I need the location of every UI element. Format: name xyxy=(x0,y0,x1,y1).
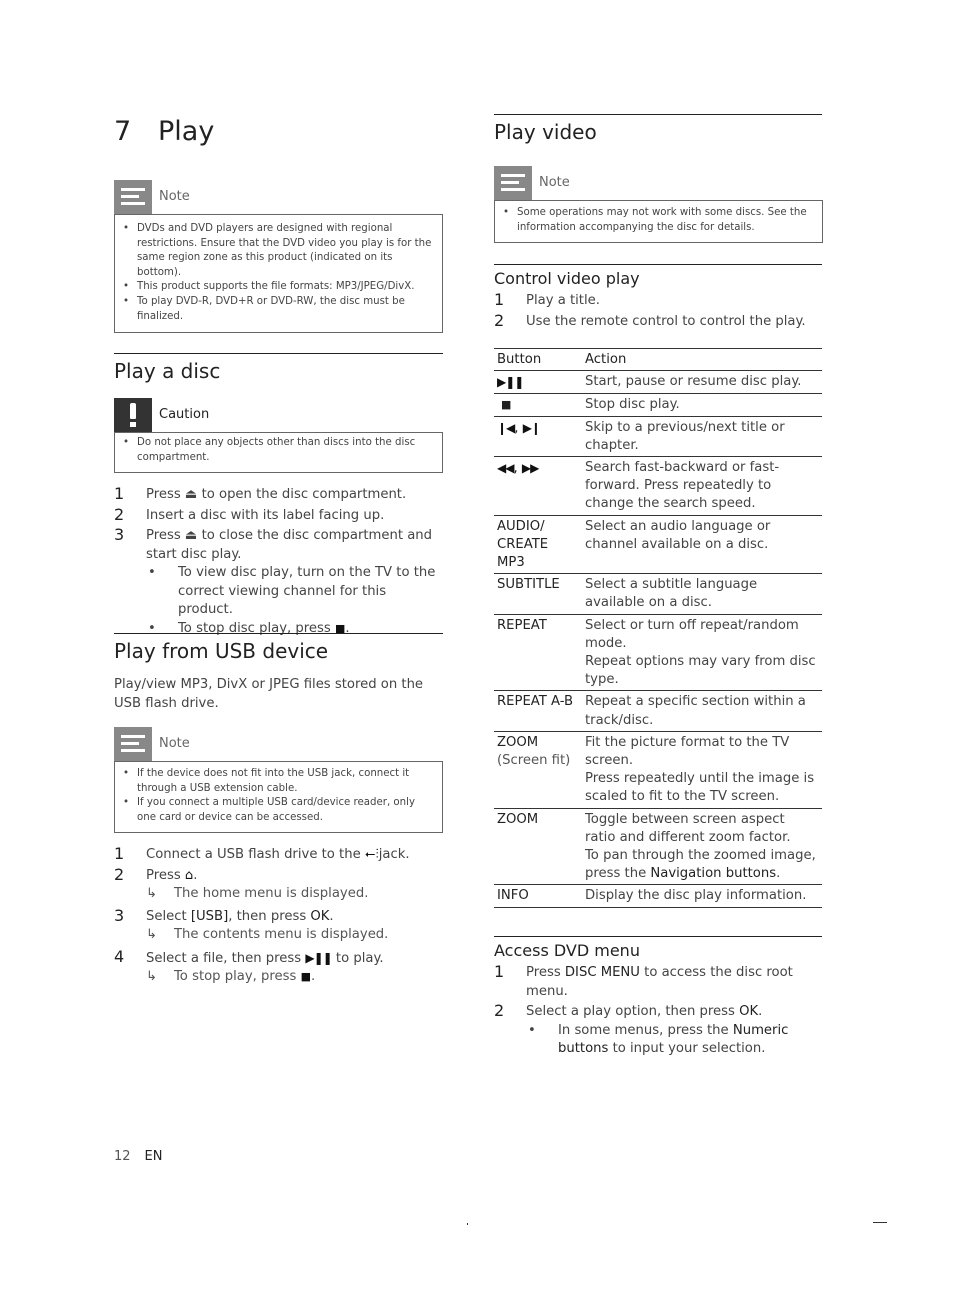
note-icon xyxy=(114,727,152,761)
step: 4 Select a file, then press ▶❚❚ to play. xyxy=(114,946,384,966)
table-row: ▶❚❚ Start, pause or resume disc play. xyxy=(494,371,822,394)
note-icon xyxy=(494,166,532,200)
step: 1 Press ⏏ to open the disc compartment. xyxy=(114,484,407,503)
caution-icon xyxy=(114,398,152,432)
crop-mark xyxy=(467,1223,468,1225)
chapter-title xyxy=(114,116,214,147)
note-list xyxy=(494,200,823,243)
step: 1 Press DISC MENU to access the disc root menu. xyxy=(494,962,793,999)
bullet: • In some menus, press the Numeric buttons to input your selection. xyxy=(528,1022,789,1056)
note-list xyxy=(114,214,443,333)
usb-icon: ⭠⫶ xyxy=(364,847,379,862)
note-header xyxy=(114,727,443,761)
usb-steps xyxy=(114,846,443,987)
table-row: AUDIO/ CREATE MP3 Select an audio language or channel available on a disc. xyxy=(494,515,822,574)
section-heading-play-disc: Play a disc xyxy=(114,353,443,383)
play-pause-icon: ▶❚❚ xyxy=(497,375,524,390)
page-footer xyxy=(114,1149,163,1164)
note-item: • If you connect a multiple USB card/device reader, only one card or device can be accessed. xyxy=(137,796,432,825)
table-row: INFO Display the disc play information. xyxy=(494,885,822,907)
step: 1 Connect a USB flash drive to the ⭠⫶jack. xyxy=(114,844,410,863)
section-heading-play-video: Play video xyxy=(494,114,822,144)
stop-icon: ■ xyxy=(300,970,312,983)
table-row: ❙◀, ▶❙ Skip to a previous/next title or chapter. xyxy=(494,416,822,456)
note-box-usb xyxy=(114,727,443,833)
fast-forward-icon: ▶▶ xyxy=(521,461,539,476)
step: 2 Select a play option, then press OK. xyxy=(494,1001,763,1020)
section-heading-dvd-menu: Access DVD menu xyxy=(494,936,822,960)
result: ↳ The contents menu is displayed. xyxy=(146,927,389,942)
table-row: ■ Stop disc play. xyxy=(494,394,822,416)
step: 2 Use the remote control to control the play. xyxy=(494,310,806,330)
bullet: • To stop disc play, press ■. xyxy=(148,620,350,636)
next-icon: ▶❙ xyxy=(522,420,540,435)
step: 2 Insert a disc with its label facing up. xyxy=(114,504,385,524)
note-item: • Some operations may not work with some discs. See the information accompanying the disc for details. xyxy=(517,206,812,235)
chapter-name: Play xyxy=(158,116,215,147)
home-icon: ⌂ xyxy=(184,867,194,883)
play-disc-steps xyxy=(114,486,443,638)
note-box-general xyxy=(114,180,443,333)
table-row: ZOOM (Screen fit) Fit the picture format to the TV screen. Press repeatedly until the image is scaled to fit to the TV screen. xyxy=(494,731,822,808)
table-row: ◀◀, ▶▶ Search fast-backward or fast-forward. Press repeatedly to change the search speed. xyxy=(494,457,822,516)
language-code: EN xyxy=(144,1149,163,1164)
chapter-number: 7 xyxy=(114,116,132,147)
caution-item: • Do not place any objects other than discs into the disc compartment. xyxy=(137,436,432,465)
note-item: • DVDs and DVD players are designed with regional restrictions. Ensure that the DVD video you play is for the same region zone as this product (indicated on its bottom). xyxy=(137,222,432,280)
step: 2 Press ⌂. xyxy=(114,864,198,884)
note-label: Note xyxy=(159,736,190,751)
note-header xyxy=(494,166,823,200)
page-number: 12 xyxy=(114,1149,131,1164)
note-label: Note xyxy=(159,189,190,204)
note-item: • This product supports the file formats: MP3/JPEG/DivX. xyxy=(137,280,432,295)
eject-icon: ⏏ xyxy=(184,487,198,502)
column-header: Button xyxy=(494,349,582,371)
column-header: Action xyxy=(582,349,822,371)
note-header xyxy=(114,180,443,214)
note-list xyxy=(114,761,443,833)
rewind-icon: ◀◀ xyxy=(497,461,514,476)
caution-header xyxy=(114,398,443,432)
note-icon xyxy=(114,180,152,214)
caution-label: Caution xyxy=(159,407,210,422)
caution-list xyxy=(114,432,443,473)
stop-icon: ■ xyxy=(501,398,512,412)
eject-icon: ⏏ xyxy=(184,528,198,543)
bullet: • To view disc play, turn on the TV to the correct viewing channel for this product. xyxy=(148,565,436,617)
table-row: ZOOM Toggle between screen aspect ratio and different zoom factor. To pan through the zoomed image, press the Navigation buttons. xyxy=(494,808,822,885)
section-heading-control-video: Control video play xyxy=(494,264,822,288)
section-heading-usb: Play from USB device xyxy=(114,633,443,663)
result: ↳ The home menu is displayed. xyxy=(146,886,369,901)
caution-box xyxy=(114,398,443,473)
note-label: Note xyxy=(539,175,570,190)
step: 3 Select [USB], then press OK. xyxy=(114,905,334,925)
stop-icon: ■ xyxy=(334,621,346,635)
control-table xyxy=(494,348,822,908)
crop-mark xyxy=(873,1222,887,1223)
note-box-video xyxy=(494,166,823,243)
result: ↳ To stop play, press ■. xyxy=(146,969,316,984)
note-item: • To play DVD-R, DVD+R or DVD-RW, the disc must be finalized. xyxy=(137,295,432,324)
table-row: REPEAT Select or turn off repeat/random mode. Repeat options may vary from disc type. xyxy=(494,614,822,691)
table-header-row xyxy=(494,349,822,371)
previous-icon: ❙◀ xyxy=(497,420,515,435)
usb-intro: Play/view MP3, DivX or JPEG files stored on the USB flash drive. xyxy=(114,677,424,711)
play-pause-icon: ▶❚❚ xyxy=(305,950,332,965)
control-steps xyxy=(494,292,822,333)
table-row: SUBTITLE Select a subtitle language available on a disc. xyxy=(494,574,822,614)
note-item: • If the device does not fit into the USB jack, connect it through a USB extension cable. xyxy=(137,767,432,796)
step: 3 Press ⏏ to close the disc compartment and start disc play. xyxy=(114,525,433,562)
dvd-steps xyxy=(494,964,822,1059)
step: 1 Play a title. xyxy=(494,290,600,309)
table-row: REPEAT A-B Repeat a specific section within a track/disc. xyxy=(494,691,822,731)
